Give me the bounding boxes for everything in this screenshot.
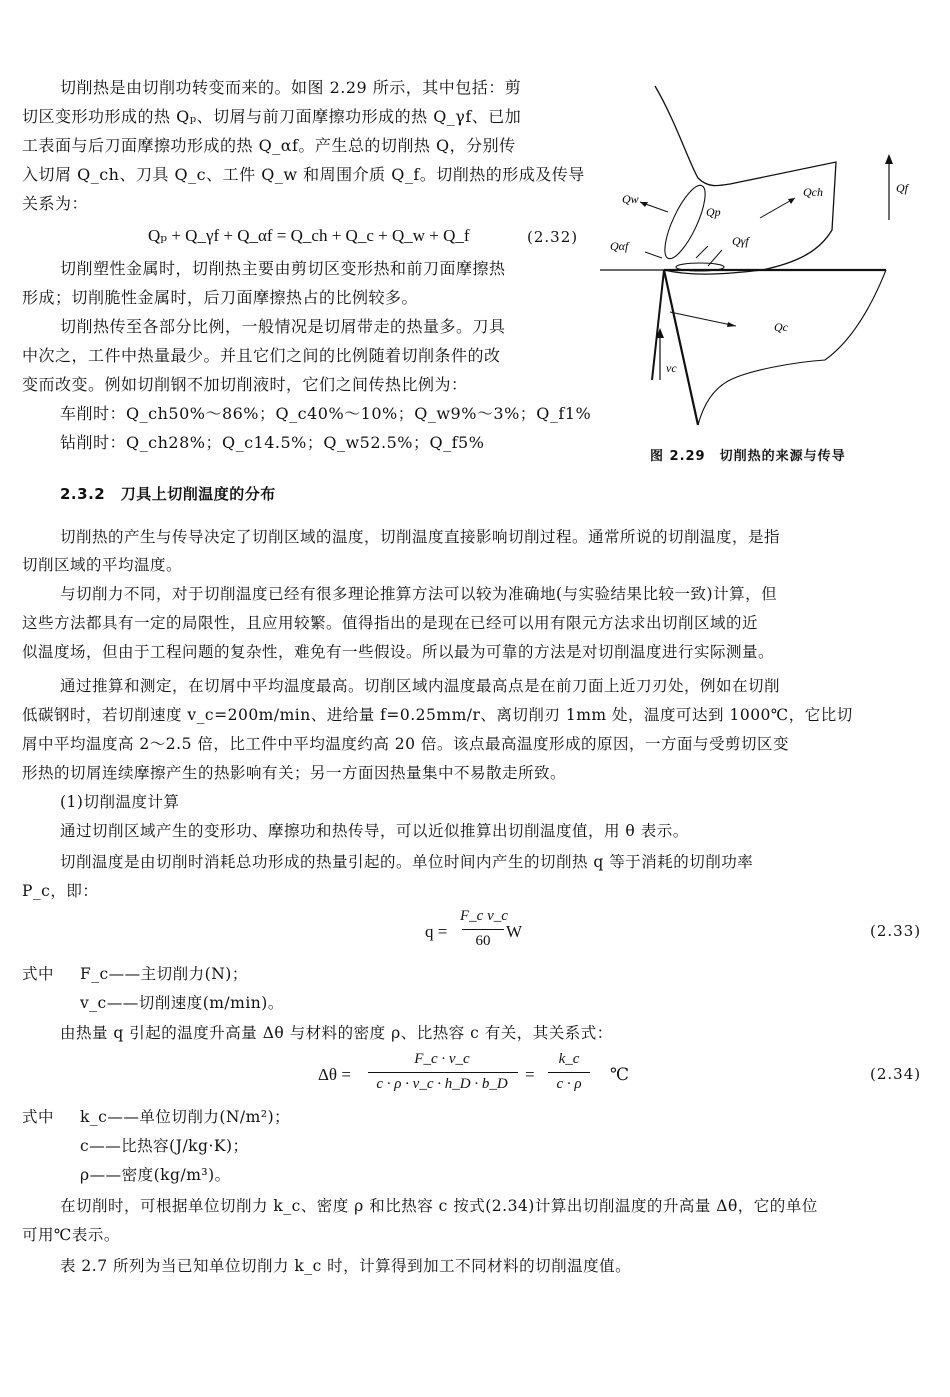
label-qp: Qp xyxy=(706,205,721,219)
intro-line: 切区变形功形成的热 Qₚ、切屑与前刀面摩擦功形成的热 Q_γf、已加 xyxy=(22,107,522,126)
paragraph-line: 由热量 q 引起的温度升高量 Δθ 与材料的密度 ρ、比热容 c 有关，其关系式： xyxy=(60,1024,613,1042)
eq234-denominator-2: c · ρ xyxy=(556,1076,582,1092)
ratio-turning: 车削时：Q_ch50%～86%；Q_c40%～10%；Q_w9%～3%；Q_f1% xyxy=(60,404,592,423)
where-prefix: 式中 xyxy=(22,1108,55,1126)
paragraph-line: 屑中平均温度高 2～2.5 倍，比工件中平均温度约高 20 倍。该点最高温度形成的原因，一方面与受剪切区变 xyxy=(22,735,789,753)
intro-line: 工表面与后刀面摩擦功形成的热 Q_αf。产生总的切削热 Q，分别传 xyxy=(22,136,516,155)
eq234-unit: ℃ xyxy=(610,1065,630,1084)
eq233-denominator: 60 xyxy=(475,933,491,949)
subheading: (1)切削温度计算 xyxy=(60,793,180,811)
paragraph-line: 似温度场，但由于工程问题的复杂性，难免有一些假设。所以最为可靠的方法是对切削温度进行实际测量。 xyxy=(22,643,775,661)
equation-number: (2.34) xyxy=(870,1065,922,1083)
label-vc: vc xyxy=(666,361,677,375)
paragraph-line: 通过切削区域产生的变形功、摩擦功和热传导，可以近似推算出切削温度值，用 θ 表示。 xyxy=(60,822,689,840)
where-prefix: 式中 xyxy=(22,965,55,983)
label-qaf: Qαf xyxy=(610,239,629,253)
where-item: ρ——密度(kg/m³)。 xyxy=(80,1166,231,1184)
equation-number: (2.32) xyxy=(527,228,579,246)
paragraph-line: 这些方法都具有一定的局限性，且应用较繁。值得指出的是现在已经可以用有限元方法求出切削区域的近 xyxy=(22,614,759,632)
equation-2-32: Qₚ + Q_γf + Q_αf = Q_ch + Q_c + Q_w + Q_f xyxy=(148,226,470,245)
eq234-numerator-1: F_c · v_c xyxy=(414,1051,470,1067)
equation-2-33-lhs: q = xyxy=(425,922,448,941)
label-qc: Qc xyxy=(774,320,788,334)
equation-2-34-lhs: Δθ = xyxy=(318,1065,351,1084)
eq233-numerator: F_c v_c xyxy=(460,908,508,924)
section-heading: 2.3.2 刀具上切削温度的分布 xyxy=(60,485,276,503)
eq234-denominator-1: c · ρ · v_c · h_D · b_D xyxy=(376,1076,508,1092)
label-qch: Qch xyxy=(803,185,823,199)
paragraph-line: 低碳钢时，若切削速度 v_c=200m/min、进给量 f=0.25mm/r、离切削刃 1mm 处，温度可达到 1000℃，它比切 xyxy=(22,706,853,724)
paragraph-line: 通过推算和测定，在切屑中平均温度最高。切削区域内温度最高点是在前刀面上近刀刃处，例如在切削 xyxy=(60,677,781,695)
intro-line: 关系为： xyxy=(22,194,89,213)
eq233-unit: W xyxy=(506,922,523,941)
where-item: F_c——主切削力(N)； xyxy=(80,965,248,983)
equation-number: (2.33) xyxy=(870,922,922,940)
paragraph-line: 形热的切屑连续摩擦产生的热影响有关；另一方面因热量集中不易散走所致。 xyxy=(22,764,567,782)
label-qw: Qw xyxy=(622,192,639,206)
fraction-bar xyxy=(548,1072,590,1073)
fraction-bar xyxy=(462,929,504,930)
ratio-drilling: 钻削时：Q_ch28%；Q_c14.5%；Q_w52.5%；Q_f5% xyxy=(60,433,485,452)
label-qyf: Qγf xyxy=(732,234,749,248)
cutting-heat-figure xyxy=(600,80,930,430)
paragraph-line: 中次之，工件中热量最少。并且它们之间的比例随着切削条件的改 xyxy=(22,346,501,365)
eq234-numerator-2: k_c xyxy=(558,1051,580,1067)
paragraph-line: 在切削时，可根据单位切削力 k_c、密度 ρ 和比热容 c 按式(2.34)计算出切削温度的升高量 Δθ，它的单位 xyxy=(60,1197,818,1215)
where-item: k_c——单位切削力(N/m²)； xyxy=(80,1108,291,1126)
fraction-bar xyxy=(368,1072,518,1073)
paragraph-line: 切削温度是由切削时消耗总功形成的热量引起的。单位时间内产生的切削热 q 等于消耗的切削功率 xyxy=(60,853,754,871)
paragraph-line: 形成；切削脆性金属时，后刀面摩擦热占的比例较多。 xyxy=(22,288,419,307)
paragraph-line: 切削热传至各部分比例，一般情况是切屑带走的热量多。刀具 xyxy=(60,317,506,336)
paragraph-line: 与切削力不同，对于切削温度已经有很多理论推算方法可以较为准确地(与实验结果比较一致)计算，但 xyxy=(60,585,778,603)
paragraph-line: 表 2.7 所列为当已知单位切削力 k_c 时，计算得到加工不同材料的切削温度值。 xyxy=(60,1257,632,1275)
eq234-equals: = xyxy=(525,1065,535,1084)
paragraph-line: 切削塑性金属时，切削热主要由剪切区变形热和前刀面摩擦热 xyxy=(60,259,506,278)
paragraph-line: 切削热的产生与传导决定了切削区域的温度，切削温度直接影响切削过程。通常所说的切削温度，是指 xyxy=(60,528,781,546)
paragraph-line: 变而改变。例如切削钢不加切削液时，它们之间传热比例为： xyxy=(22,375,468,394)
paragraph-line: P_c，即： xyxy=(22,882,99,900)
paragraph-line: 可用℃表示。 xyxy=(22,1226,120,1244)
intro-line: 切削热是由切削功转变而来的。如图 2.29 所示，其中包括：剪 xyxy=(60,78,522,97)
figure-caption: 图 2.29 切削热的来源与传导 xyxy=(650,449,846,464)
where-item: c——比热容(J/kg·K)； xyxy=(80,1137,249,1155)
label-qf: Qf xyxy=(896,181,908,195)
where-item: v_c——切削速度(m/min)。 xyxy=(80,994,284,1012)
intro-line: 入切屑 Q_ch、刀具 Q_c、工件 Q_w 和周围介质 Q_f。切削热的形成及传导 xyxy=(22,165,585,184)
paragraph-line: 切削区域的平均温度。 xyxy=(22,556,183,574)
